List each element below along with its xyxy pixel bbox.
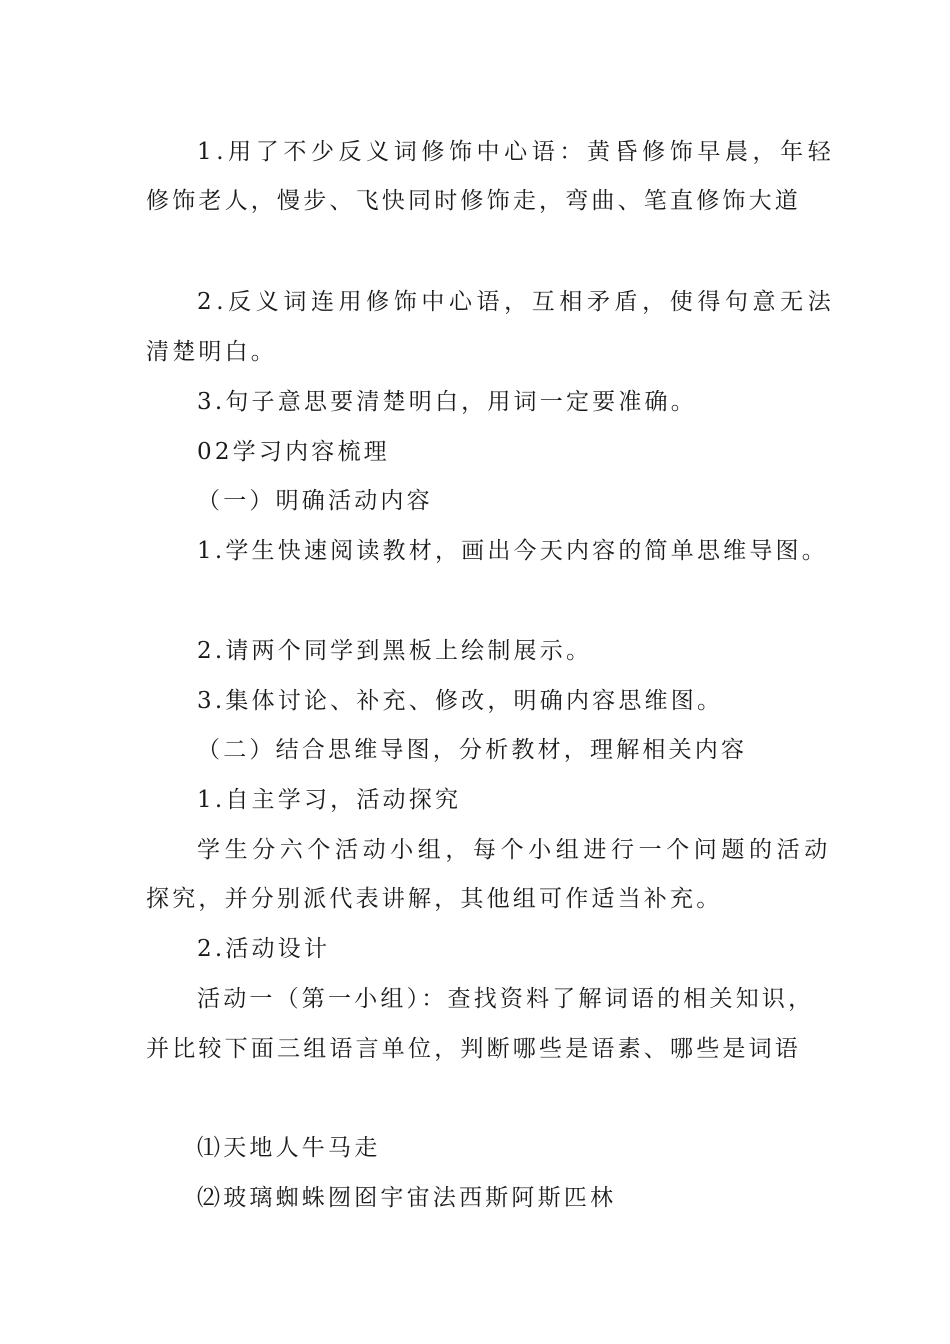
list-item: 3.集体讨论、补充、修改，明确内容思维图。 <box>197 688 724 714</box>
list-item: 1.学生快速阅读教材，画出今天内容的简单思维导图。 <box>197 538 828 564</box>
section-heading: 02学习内容梳理 <box>197 439 390 465</box>
list-item: 2.活动设计 <box>197 936 331 962</box>
paragraph-line: 2.反义词连用修饰中心语，互相矛盾，使得句意无法 <box>197 289 836 315</box>
paragraph-line: 1.用了不少反义词修饰中心语：黄昏修饰早晨，年轻 <box>197 139 836 165</box>
paragraph-line: 修饰老人，慢步、飞快同时修饰走，弯曲、笔直修饰大道 <box>146 188 801 214</box>
paragraph-line: 3.句子意思要清楚明白，用词一定要准确。 <box>197 389 697 415</box>
paragraph-line: 清楚明白。 <box>146 339 277 365</box>
list-item: ⑵玻璃蜘蛛囫囵宇宙法西斯阿斯匹林 <box>197 1185 617 1211</box>
list-item: ⑴天地人牛马走 <box>197 1135 381 1161</box>
list-item: 1.自主学习，活动探究 <box>197 787 462 813</box>
list-item: 2.请两个同学到黑板上绘制展示。 <box>197 638 593 664</box>
paragraph-line: 并比较下面三组语言单位，判断哪些是语素、哪些是词语 <box>146 1036 801 1062</box>
paragraph-line: 学生分六个活动小组，每个小组进行一个问题的活动 <box>197 837 832 863</box>
subsection-heading: （一）明确活动内容 <box>197 488 433 514</box>
paragraph-line: 探究，并分别派代表讲解，其他组可作适当补充。 <box>146 886 723 912</box>
subsection-heading: （二）结合思维导图，分析教材，理解相关内容 <box>197 737 748 763</box>
paragraph-line: 活动一（第一小组）：查找资料了解词语的相关知识， <box>197 986 815 1012</box>
